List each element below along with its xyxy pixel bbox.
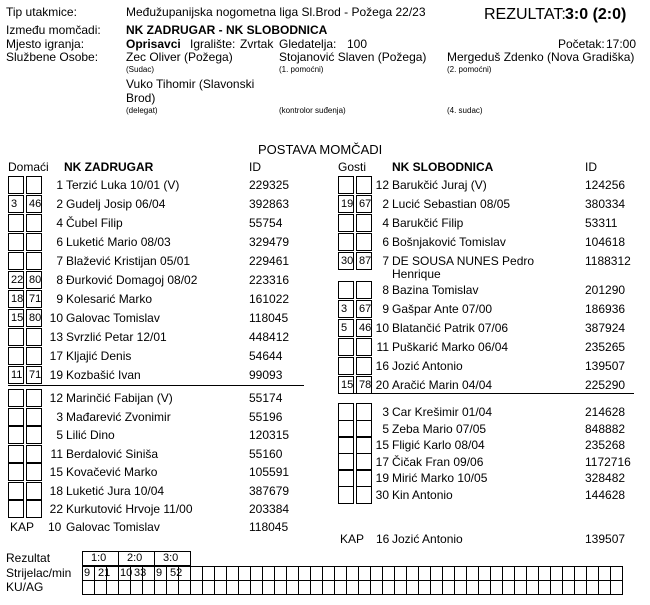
away-sub-number: 30 [375, 487, 389, 502]
home-player-id: 99093 [249, 368, 283, 382]
scorer-number: 9 [84, 567, 91, 579]
away-player-id: 139507 [585, 359, 626, 373]
away-captain-label: KAP [340, 532, 365, 546]
official-controller-role: (kontrolor suđenja) [279, 106, 346, 115]
score-result-label: Rezultat [6, 551, 51, 565]
home-player-name: Galovac Tomislav [66, 311, 160, 325]
away-sub-in-box [338, 486, 354, 504]
home-player-id: 118045 [249, 311, 289, 325]
home-player-in-box [8, 252, 24, 270]
home-player-id: 55754 [249, 216, 283, 230]
lineup-title: POSTAVA MOMČADI [258, 142, 383, 157]
home-captain-id: 118045 [249, 520, 289, 534]
home-player-name: Kolesarić Marko [66, 292, 153, 306]
away-player-id: 104618 [585, 235, 626, 249]
away-player-in-box: 5 [338, 319, 354, 337]
home-player-number: 9 [56, 292, 63, 306]
away-player-in-box: 30 [338, 252, 354, 270]
away-sub-id: 328482 [585, 471, 626, 485]
teams-label: Između momčadi: [6, 23, 101, 37]
away-sub-in-box [338, 453, 354, 471]
spectators-value: 100 [347, 37, 368, 51]
home-side-label: Domaći [8, 160, 49, 174]
away-player-name: Jozić Antonio [392, 359, 463, 373]
venue-value: Oprisavci [126, 37, 181, 51]
away-player-in-box: 19 [338, 195, 354, 213]
home-sub-number: 22 [49, 502, 63, 516]
home-player-number: 7 [56, 254, 63, 268]
home-sub-id: 55160 [249, 446, 283, 461]
home-sub-id: 55174 [249, 391, 283, 405]
home-sub-name: Marinčić Fabijan (V) [66, 391, 173, 405]
home-player-number: 10 [49, 311, 63, 325]
home-player-id: 223316 [249, 273, 290, 287]
away-sub-in-box [338, 403, 354, 421]
away-sub-name: Zeba Mario 07/05 [392, 421, 487, 436]
away-player-min-box: 67 [356, 195, 372, 213]
home-player-min-box: 71 [26, 366, 42, 384]
away-player-number: 11 [376, 340, 389, 354]
away-player-id: 235265 [585, 340, 626, 354]
home-player-in-box [8, 176, 24, 194]
home-sub-id: 203384 [249, 502, 290, 516]
home-captain-num: 10 [48, 520, 62, 534]
away-player-number: 2 [382, 197, 389, 211]
scorer-minute: 33 [134, 567, 147, 579]
away-sub-number: 17 [375, 454, 389, 469]
score-result-cell: 1:0 [82, 551, 119, 566]
away-player-name: Puškarić Marko 06/04 [392, 340, 509, 354]
away-player-name: Barukčić Filip [392, 216, 464, 230]
home-sub-id: 105591 [249, 465, 290, 479]
home-sub-number: 11 [50, 446, 63, 461]
away-player-in-box [338, 281, 354, 299]
home-player-name: Gudelj Josip 06/04 [66, 197, 166, 211]
official-fourth-role: (4. sudac) [447, 106, 483, 115]
home-sub-id: 120315 [249, 428, 290, 442]
away-sub-id: 848882 [585, 421, 626, 436]
home-id-label: ID [249, 160, 261, 174]
away-player-id: 201290 [585, 283, 626, 297]
away-player-in-box [338, 214, 354, 232]
home-separator [8, 385, 304, 386]
away-player-id: 1188312 [585, 254, 631, 268]
away-player-id: 53311 [585, 216, 618, 230]
home-sub-number: 5 [56, 428, 63, 442]
away-player-name: Gašpar Ante 07/00 [392, 302, 493, 316]
home-player-name: Kozbašić Ivan [66, 368, 141, 382]
home-player-name: Svrzlić Petar 12/01 [66, 330, 167, 344]
away-sub-in-box [338, 436, 354, 454]
home-sub-name: Mađarević Zvonimir [66, 409, 171, 424]
away-player-number: 9 [382, 302, 389, 316]
home-player-id: 229325 [249, 178, 290, 192]
match-type-label: Tip utakmice: [6, 5, 77, 19]
home-player-in-box [8, 347, 24, 365]
spectators-label: Gledatelja: [279, 37, 337, 51]
away-side-label: Gosti [338, 160, 367, 174]
official-assistant1-name: Stojanović Slaven (Požega) [279, 50, 427, 64]
home-sub-number: 18 [49, 483, 63, 498]
away-player-name: Aračić Marin 04/04 [392, 378, 493, 392]
home-player-number: 1 [56, 178, 63, 192]
home-sub-number: 3 [56, 409, 63, 424]
home-player-number: 13 [49, 330, 63, 344]
away-captain-num: 16 [376, 532, 390, 546]
away-player-name-cont: Henrique [392, 267, 441, 281]
away-player-id: 380334 [585, 197, 626, 211]
score-scorer-label: Strijelac/min [6, 566, 72, 580]
away-separator [338, 393, 634, 394]
home-sub-in-box [8, 500, 24, 518]
official-delegate-name: Vuko Tihomir (Slavonski Brod) [126, 77, 255, 105]
official-delegate-role: (delegat) [126, 106, 158, 115]
home-player-in-box: 3 [8, 195, 24, 213]
home-player-in-box: 11 [8, 366, 24, 384]
home-player-in-box: 15 [8, 309, 24, 327]
away-sub-name: Kin Antonio [392, 487, 453, 502]
official-referee-name: Zec Oliver (Požega) [126, 50, 233, 64]
ku-cell [610, 580, 623, 595]
away-player-id: 387924 [585, 321, 626, 335]
match-type-value: Međužupanijska nogometna liga Sl.Brod - Požega 22/23 [126, 5, 426, 19]
home-sub-in-box [8, 389, 24, 407]
home-player-name: Đurković Domagoj 08/02 [66, 273, 198, 287]
result-label: REZULTAT: [484, 6, 566, 23]
away-player-number: 8 [382, 283, 389, 297]
score-result-cell: 3:0 [154, 551, 191, 566]
away-player-min-box: 46 [356, 319, 372, 337]
home-player-name: Blažević Kristijan 05/01 [66, 254, 191, 268]
home-player-name: Terzić Luka 10/01 (V) [66, 178, 180, 192]
away-player-number: 20 [375, 378, 389, 392]
away-sub-name: Čičak Fran 09/06 [392, 454, 484, 469]
home-sub-in-box [8, 463, 24, 481]
away-player-in-box: 3 [338, 300, 354, 318]
home-player-number: 2 [56, 197, 63, 211]
away-sub-name: Fligić Karlo 08/04 [392, 438, 485, 452]
start-value: 17:00 [606, 37, 637, 51]
official-referee-role: (Sudac) [126, 65, 155, 74]
away-player-number: 6 [382, 235, 389, 249]
away-player-name: Bazina Tomislav [392, 283, 479, 297]
scorer-minute: 52 [170, 567, 183, 579]
away-player-name: Barukčić Juraj (V) [392, 178, 487, 192]
home-player-number: 6 [56, 235, 63, 249]
official-assistant2-name: Mergeduš Zdenko (Nova Gradiška) [447, 50, 635, 64]
away-player-min-box: 78 [356, 376, 372, 394]
home-player-number: 17 [49, 349, 63, 363]
home-sub-name: Lilić Dino [66, 428, 115, 442]
home-player-in-box [8, 233, 24, 251]
home-player-min-box: 80 [26, 309, 42, 327]
home-player-min-box: 80 [26, 271, 42, 289]
away-player-in-box: 15 [338, 376, 354, 394]
home-player-min-box: 71 [26, 290, 42, 308]
home-sub-name: Berdalović Siniša [66, 446, 159, 461]
away-id-label: ID [585, 160, 597, 174]
home-player-in-box [8, 214, 24, 232]
home-player-min-box: 46 [26, 195, 42, 213]
away-player-name: DE SOUSA NUNES Pedro [392, 254, 535, 268]
home-player-number: 19 [49, 368, 63, 382]
home-player-id: 54644 [249, 349, 283, 363]
away-sub-name: Car Krešimir 01/04 [392, 405, 493, 419]
away-player-number: 16 [375, 359, 389, 373]
official-assistant1-role: (1. pomoćni) [279, 65, 324, 74]
pitch-label: Igralište: [190, 37, 236, 51]
away-player-id: 225290 [585, 378, 626, 392]
away-sub-in-box [338, 420, 354, 438]
away-player-min-box: 87 [356, 252, 372, 270]
away-player-number: 4 [382, 216, 389, 230]
away-player-number: 7 [382, 254, 389, 268]
away-player-number: 12 [375, 178, 389, 192]
home-player-number: 4 [56, 216, 63, 230]
home-sub-name: Kovačević Marko [66, 465, 158, 479]
away-captain-name: Jozić Antonio [392, 532, 463, 546]
home-player-name: Luketić Mario 08/03 [66, 235, 171, 249]
result-value: 3:0 (2:0) [565, 6, 627, 23]
away-team-name: NK SLOBODNICA [392, 160, 494, 174]
start-label: Početak: [558, 37, 605, 51]
home-player-id: 329479 [249, 235, 290, 249]
home-sub-name: Luketić Jura 10/04 [66, 483, 165, 498]
home-captain-name: Galovac Tomislav [66, 520, 160, 534]
away-player-in-box [338, 233, 354, 251]
away-player-id: 124256 [585, 178, 626, 192]
home-player-name: Kljajić Denis [66, 349, 132, 363]
away-player-in-box [338, 338, 354, 356]
officials-label: Službene Osobe: [6, 50, 99, 64]
home-sub-in-box [8, 482, 24, 500]
scorer-minute: 21 [98, 567, 111, 579]
official-assistant2-role: (2. pomoćni) [447, 65, 492, 74]
home-sub-in-box [8, 445, 24, 463]
home-player-in-box: 18 [8, 290, 24, 308]
home-sub-id: 55196 [249, 409, 283, 424]
pitch-value: Zvrtak [240, 37, 274, 51]
away-player-number: 10 [375, 321, 389, 335]
home-captain-label: KAP [10, 520, 35, 534]
away-player-in-box [338, 176, 354, 194]
score-result-cell: 2:0 [118, 551, 155, 566]
scorer-cell [610, 566, 623, 581]
home-sub-number: 15 [49, 465, 63, 479]
away-sub-id: 214628 [585, 405, 626, 419]
home-sub-number: 12 [49, 391, 63, 405]
home-player-in-box [8, 328, 24, 346]
home-sub-in-box [8, 408, 24, 426]
away-sub-number: 3 [382, 405, 389, 419]
scorer-number: 9 [156, 567, 163, 579]
home-player-name: Čubel Filip [66, 216, 123, 230]
scorer-number: 10 [120, 567, 133, 579]
venue-label: Mjesto igranja: [6, 37, 85, 51]
home-player-id: 448412 [249, 330, 290, 344]
away-player-name: Bošnjaković Tomislav [392, 235, 506, 249]
away-sub-id: 1172716 [585, 454, 631, 469]
away-player-min-box: 67 [356, 300, 372, 318]
home-player-id: 392863 [249, 197, 290, 211]
away-sub-in-box [338, 469, 354, 487]
score-ku-label: KU/AG [6, 580, 44, 594]
home-sub-id: 387679 [249, 483, 290, 498]
away-sub-name: Mirić Marko 10/05 [392, 471, 488, 485]
teams-value: NK ZADRUGAR - NK SLOBODNICA [126, 23, 328, 37]
home-player-number: 8 [56, 273, 63, 287]
home-player-id: 229461 [249, 254, 290, 268]
away-player-id: 186936 [585, 302, 626, 316]
home-sub-in-box [8, 426, 24, 444]
away-sub-id: 235268 [585, 438, 626, 452]
away-player-name: Blatančić Patrik 07/06 [392, 321, 509, 335]
away-sub-number: 5 [382, 421, 389, 436]
away-captain-id: 139507 [585, 532, 626, 546]
home-player-id: 161022 [249, 292, 290, 306]
home-sub-name: Kurkutović Hrvoje 11/00 [66, 502, 193, 516]
away-sub-number: 19 [375, 471, 389, 485]
away-sub-id: 144628 [585, 487, 626, 502]
home-player-in-box: 22 [8, 271, 24, 289]
away-sub-number: 15 [375, 438, 389, 452]
away-player-in-box [338, 357, 354, 375]
away-player-name: Lucić Sebastian 08/05 [392, 197, 511, 211]
home-team-name: NK ZADRUGAR [64, 160, 154, 174]
